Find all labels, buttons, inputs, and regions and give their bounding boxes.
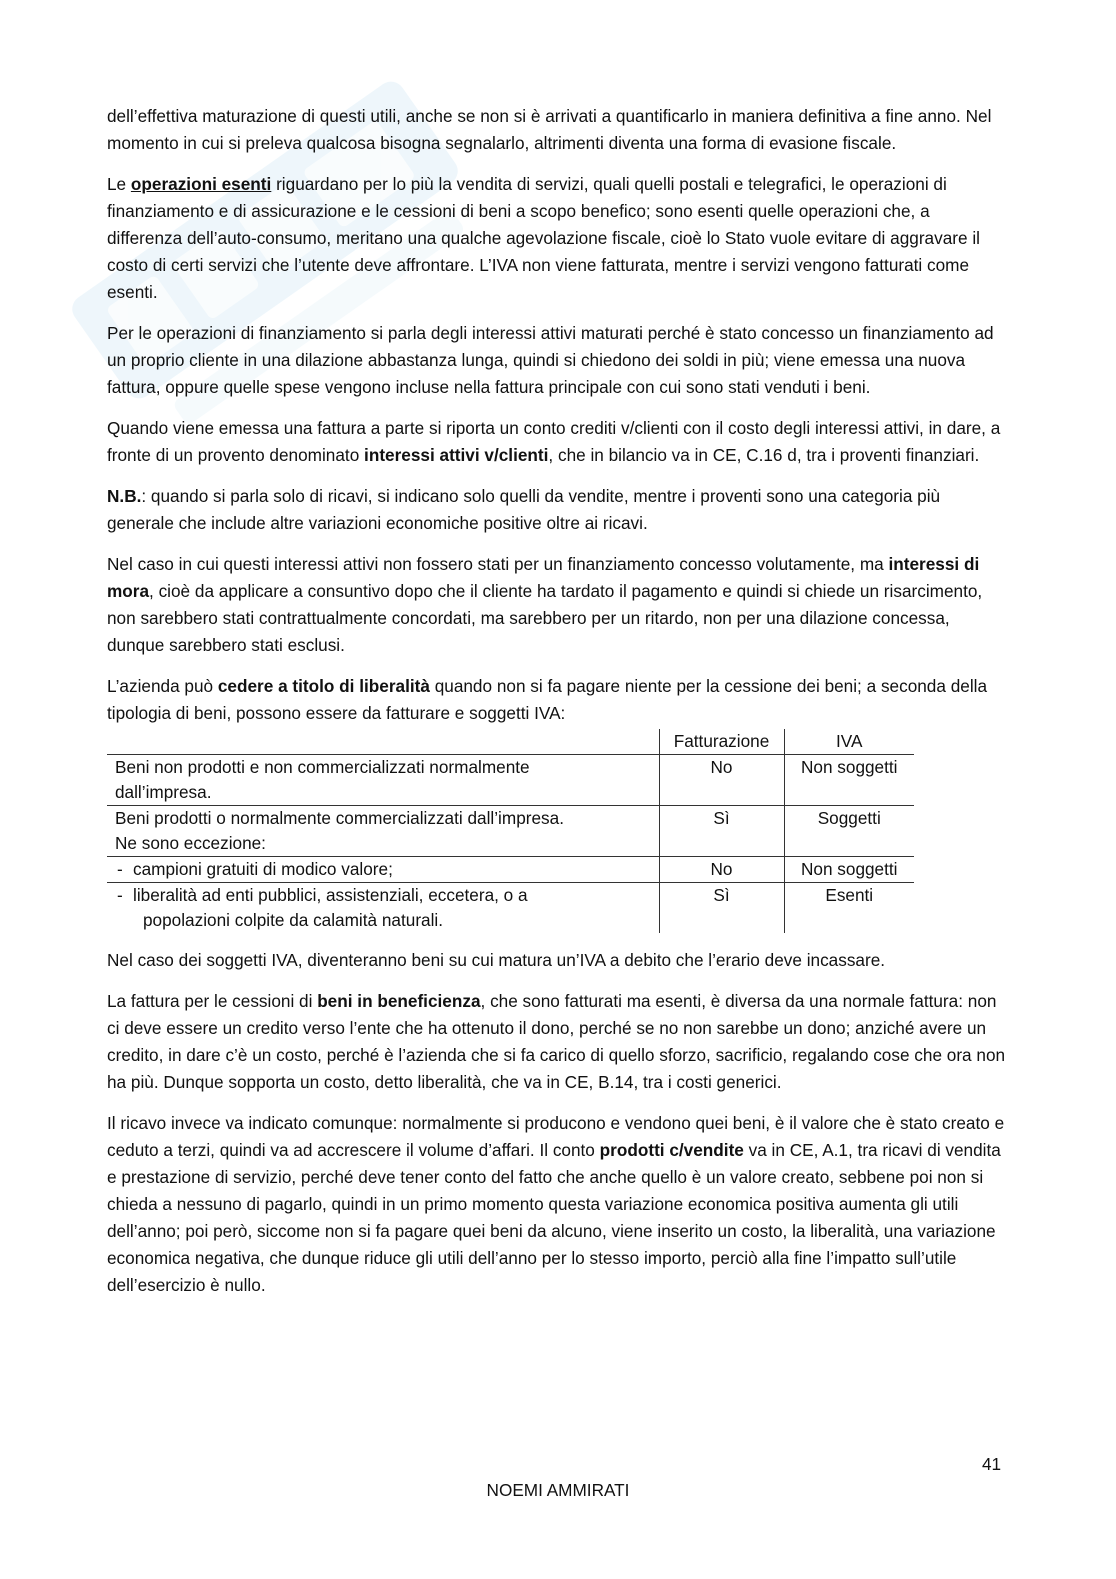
table-row: Beni prodotti o normalmente commercializzati dall’impresa. Ne sono eccezione: Sì Soggetti (107, 806, 914, 857)
header-fatturazione: Fatturazione (659, 729, 784, 755)
paragraph-fattura-a-parte: Quando viene emessa una fattura a parte si riporta un conto crediti v/clienti con il costo degli interessi attivi, in dare, a fronte di un provento denominato interessi attivi v/clienti, che in bilancio va in CE, C.16 d, tra i proventi finanziari. (107, 418, 1001, 465)
term-liberalita: cedere a titolo di liberalità (217, 676, 430, 696)
paragraph-beneficienza: La fattura per le cessioni di beni in beneficienza, che sono fatturati ma esenti, è diversa da una normale fattura: non ci deve essere un credito verso l’ente che ha ottenuto il dono, perché se no non sarebbe un dono; anziché avere un credito, in dare c’è un costo, perché è l’azienda che si fa carico di quello sforzo, sacrificio, regalando cose che ora non ha più. Dunque sopporta un costo, detto liberalità, che va in CE, B.14, tra i costi generici. (107, 991, 1006, 1092)
header-iva: IVA (784, 729, 914, 755)
term-prodotti-vendite: prodotti c/vendite (599, 1140, 744, 1160)
term-interessi-mora: interessi di mora (107, 554, 980, 601)
term-interessi-attivi: interessi attivi v/clienti (364, 445, 549, 465)
table-row: Beni non prodotti e non commercializzati normalmente dall’impresa. No Non soggetti (107, 755, 914, 806)
paragraph-soggetti-iva: Nel caso dei soggetti IVA, diventeranno beni su cui matura un’IVA a debito che l’erario deve incassare. (107, 950, 886, 970)
paragraph-finanziamento: Per le operazioni di finanziamento si parla degli interessi attivi maturati perché è stato concesso un finanziamento ad un proprio cliente in una dilazione abbastanza lunga, quindi si chiedono dei soldi in più; viene emessa una nuova fattura, oppure quelle spese vengono incluse nella fattura principale con cui sono stati venduti i beni. (107, 323, 994, 397)
paragraph-interessi-mora: Nel caso in cui questi interessi attivi non fossero stati per un finanziamento concesso volutamente, ma interessi di mora, cioè da applicare a consuntivo dopo che il cliente ha tardato il pagamento e quindi si chiede un risarcimento, non sarebbero stati contrattualmente concordati, ma sarebbero per un ritardo, non per una dilazione concessa, dunque sarebbero stati esclusi. (107, 554, 983, 655)
table-header-row (107, 729, 914, 755)
cessioni-table (107, 729, 914, 933)
document-page (107, 103, 1007, 1313)
paragraph-utili: dell’effettiva maturazione di questi utili, anche se non si è arrivati a quantificarlo in maniera definitiva a fine anno. Nel momento in cui si preleva qualcosa bisogna segnalarlo, altrimenti diventa una forma di evasione fiscale. (107, 106, 992, 153)
page-number: 41 (982, 1454, 1002, 1474)
paragraph-ricavo: Il ricavo invece va indicato comunque: normalmente si producono e vendono quei beni, è il valore che è stato creato e ceduto a terzi, quindi va ad accrescere il volume d’affari. Il conto prodotti c/vendite va in CE, A.1, tra ricavi di vendita e prestazione di servizio, perché deve tener conto del fatto che anche quello è un valore creato, sebbene poi non si chieda a nessuno di pagarlo, quindi in un primo momento questa variazione economica positiva aumenta gli utili dell’anno; poi però, siccome non si fa pagare quei beni da alcuno, viene inserito un costo, la liberalità, una variazione economica negativa, che dunque riduce gli utili dell’anno per lo stesso importo, perciò alla fine l’impatto sull’utile dell’esercizio è nullo. (107, 1113, 1005, 1295)
term-nb: N.B. (107, 486, 142, 506)
table-row: - liberalità ad enti pubblici, assistenziali, eccetera, o a popolazioni colpite da calamità naturali. Sì Esenti (107, 883, 914, 934)
page-footer: NOEMI AMMIRATI (486, 1480, 630, 1500)
paragraph-nota-bene: N.B.: quando si parla solo di ricavi, si indicano solo quelli da vendite, mentre i proventi sono una categoria più generale che include altre variazioni economiche positive oltre ai ricavi. (107, 486, 941, 533)
term-operazioni-esenti: operazioni esenti (130, 174, 272, 194)
term-beni-beneficienza: beni in beneficienza (317, 991, 481, 1011)
paragraph-liberalita: L’azienda può cedere a titolo di liberalità quando non si fa pagare niente per la cessione dei beni; a seconda della tipologia di beni, possono essere da fatturare e soggetti IVA: (107, 676, 988, 723)
table-row: - campioni gratuiti di modico valore; No Non soggetti (107, 857, 914, 883)
paragraph-operazioni-esenti: Le operazioni esenti riguardano per lo più la vendita di servizi, quali quelli postali e telegrafici, le operazioni di finanziamento e di assicurazione e le cessioni di beni a scopo benefico; sono esenti quelle operazioni che, a differenza dell’auto-consumo, meritano una qualche agevolazione fiscale, cioè lo Stato vuole evitare di aggravare il costo di certi servizi che l’utente deve affrontare. L’IVA non viene fatturata, mentre i servizi vengono fatturati come esenti. (107, 174, 980, 302)
